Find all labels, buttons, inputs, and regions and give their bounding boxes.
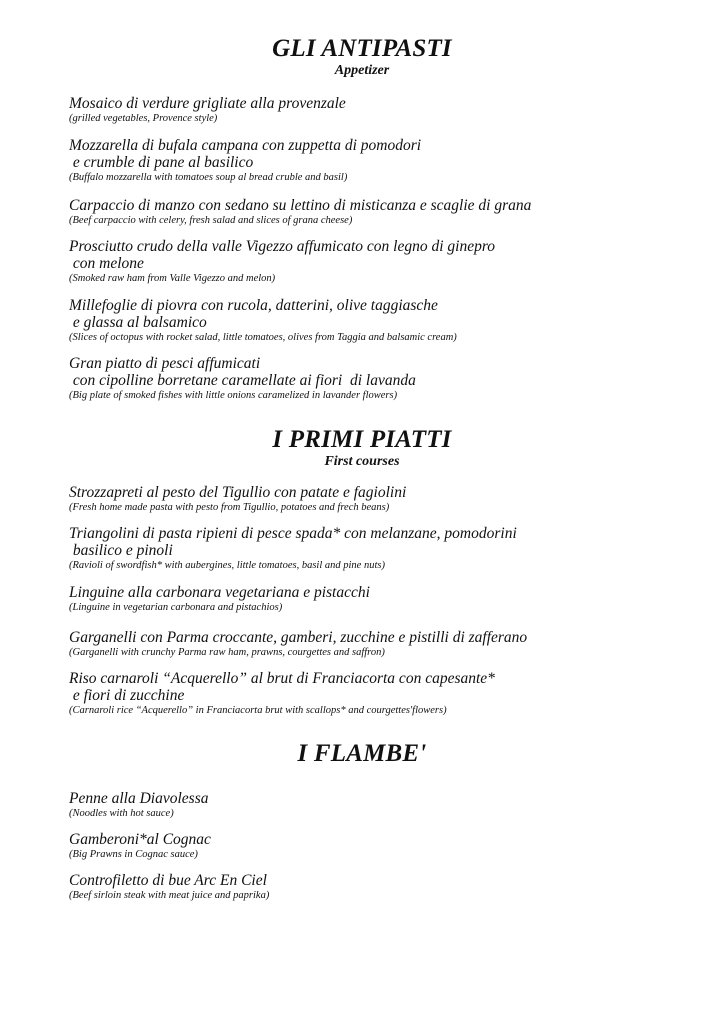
dish-translation: (Beef carpaccio with celery, fresh salad and slices of grana cheese) bbox=[69, 215, 353, 226]
dish-name: Carpaccio di manzo con sedano su lettino di misticanza e scaglie di grana bbox=[69, 197, 532, 214]
dish-item bbox=[69, 525, 709, 572]
dish-translation: (Big plate of smoked fishes with little onions caramelized in lavander flowers) bbox=[69, 390, 398, 401]
dish-item bbox=[69, 790, 709, 820]
dish-translation: (Ravioli of swordfish* with aubergines, little tomatoes, basil and pine nuts) bbox=[69, 560, 385, 571]
section-header-antipasti bbox=[0, 36, 724, 79]
section-header-primi-piatti bbox=[0, 427, 724, 470]
dish-item bbox=[69, 670, 709, 717]
dish-item bbox=[69, 872, 709, 902]
section-header-flambe bbox=[0, 741, 724, 767]
dish-item bbox=[69, 297, 709, 344]
section-subtitle: First courses bbox=[324, 454, 400, 469]
dish-name: Garganelli con Parma croccante, gamberi, zucchine e pistilli di zafferano bbox=[69, 629, 528, 646]
dish-item bbox=[69, 831, 709, 861]
dish-name: Riso carnaroli “Acquerello” al brut di Franciacorta con capesante* e fiori di zucchine bbox=[69, 670, 495, 704]
dish-translation: (Fresh home made pasta with pesto from Tigullio, potatoes and frech beans) bbox=[69, 502, 390, 513]
dish-name: Mosaico di verdure grigliate alla provenzale bbox=[69, 95, 346, 112]
section-title: I FLAMBE' bbox=[297, 740, 427, 767]
dish-translation: (grilled vegetables, Provence style) bbox=[69, 113, 218, 124]
dish-item bbox=[69, 629, 709, 659]
dish-item bbox=[69, 137, 709, 184]
dish-translation: (Beef sirloin steak with meat juice and paprika) bbox=[69, 890, 270, 901]
section-subtitle: Appetizer bbox=[334, 63, 390, 78]
dish-translation: (Buffalo mozzarella with tomatoes soup al bread cruble and basil) bbox=[69, 172, 348, 183]
section-title: GLI ANTIPASTI bbox=[272, 35, 452, 62]
dish-item bbox=[69, 584, 709, 614]
dish-name: Linguine alla carbonara vegetariana e pistacchi bbox=[69, 584, 370, 601]
dish-name: Triangolini di pasta ripieni di pesce spada* con melanzane, pomodorini basilico e pinoli bbox=[69, 525, 517, 559]
dish-item bbox=[69, 238, 709, 285]
dish-name: Mozzarella di bufala campana con zuppetta di pomodori e crumble di pane al basilico bbox=[69, 137, 422, 171]
dish-translation: (Carnaroli rice “Acquerello” in Franciacorta brut with scallops* and courgettes'flowers) bbox=[69, 705, 447, 716]
dish-item bbox=[69, 484, 709, 514]
dish-translation: (Big Prawns in Cognac sauce) bbox=[69, 849, 198, 860]
dish-name: Penne alla Diavolessa bbox=[69, 790, 209, 807]
dish-name: Millefoglie di piovra con rucola, datterini, olive taggiasche e glassa al balsamico bbox=[69, 297, 438, 331]
dish-translation: (Linguine in vegetarian carbonara and pistachios) bbox=[69, 602, 283, 613]
section-title: I PRIMI PIATTI bbox=[272, 426, 452, 453]
dish-translation: (Noodles with hot sauce) bbox=[69, 808, 174, 819]
dish-translation: (Smoked raw ham from Valle Vigezzo and melon) bbox=[69, 273, 276, 284]
dish-name: Gran piatto di pesci affumicati con cipolline borretane caramellate ai fiori di lavanda bbox=[69, 355, 416, 389]
dish-translation: (Slices of octopus with rocket salad, little tomatoes, olives from Taggia and balsamic cream) bbox=[69, 332, 457, 343]
dish-name: Controfiletto di bue Arc En Ciel bbox=[69, 872, 267, 889]
dish-name: Prosciutto crudo della valle Vigezzo affumicato con legno di ginepro con melone bbox=[69, 238, 496, 272]
dish-item bbox=[69, 355, 709, 402]
dish-name: Gamberoni*al Cognac bbox=[69, 831, 211, 848]
dish-translation: (Garganelli with crunchy Parma raw ham, prawns, courgettes and saffron) bbox=[69, 647, 385, 658]
dish-name: Strozzapreti al pesto del Tigullio con patate e fagiolini bbox=[69, 484, 407, 501]
dish-item bbox=[69, 197, 709, 227]
dish-item bbox=[69, 95, 709, 125]
